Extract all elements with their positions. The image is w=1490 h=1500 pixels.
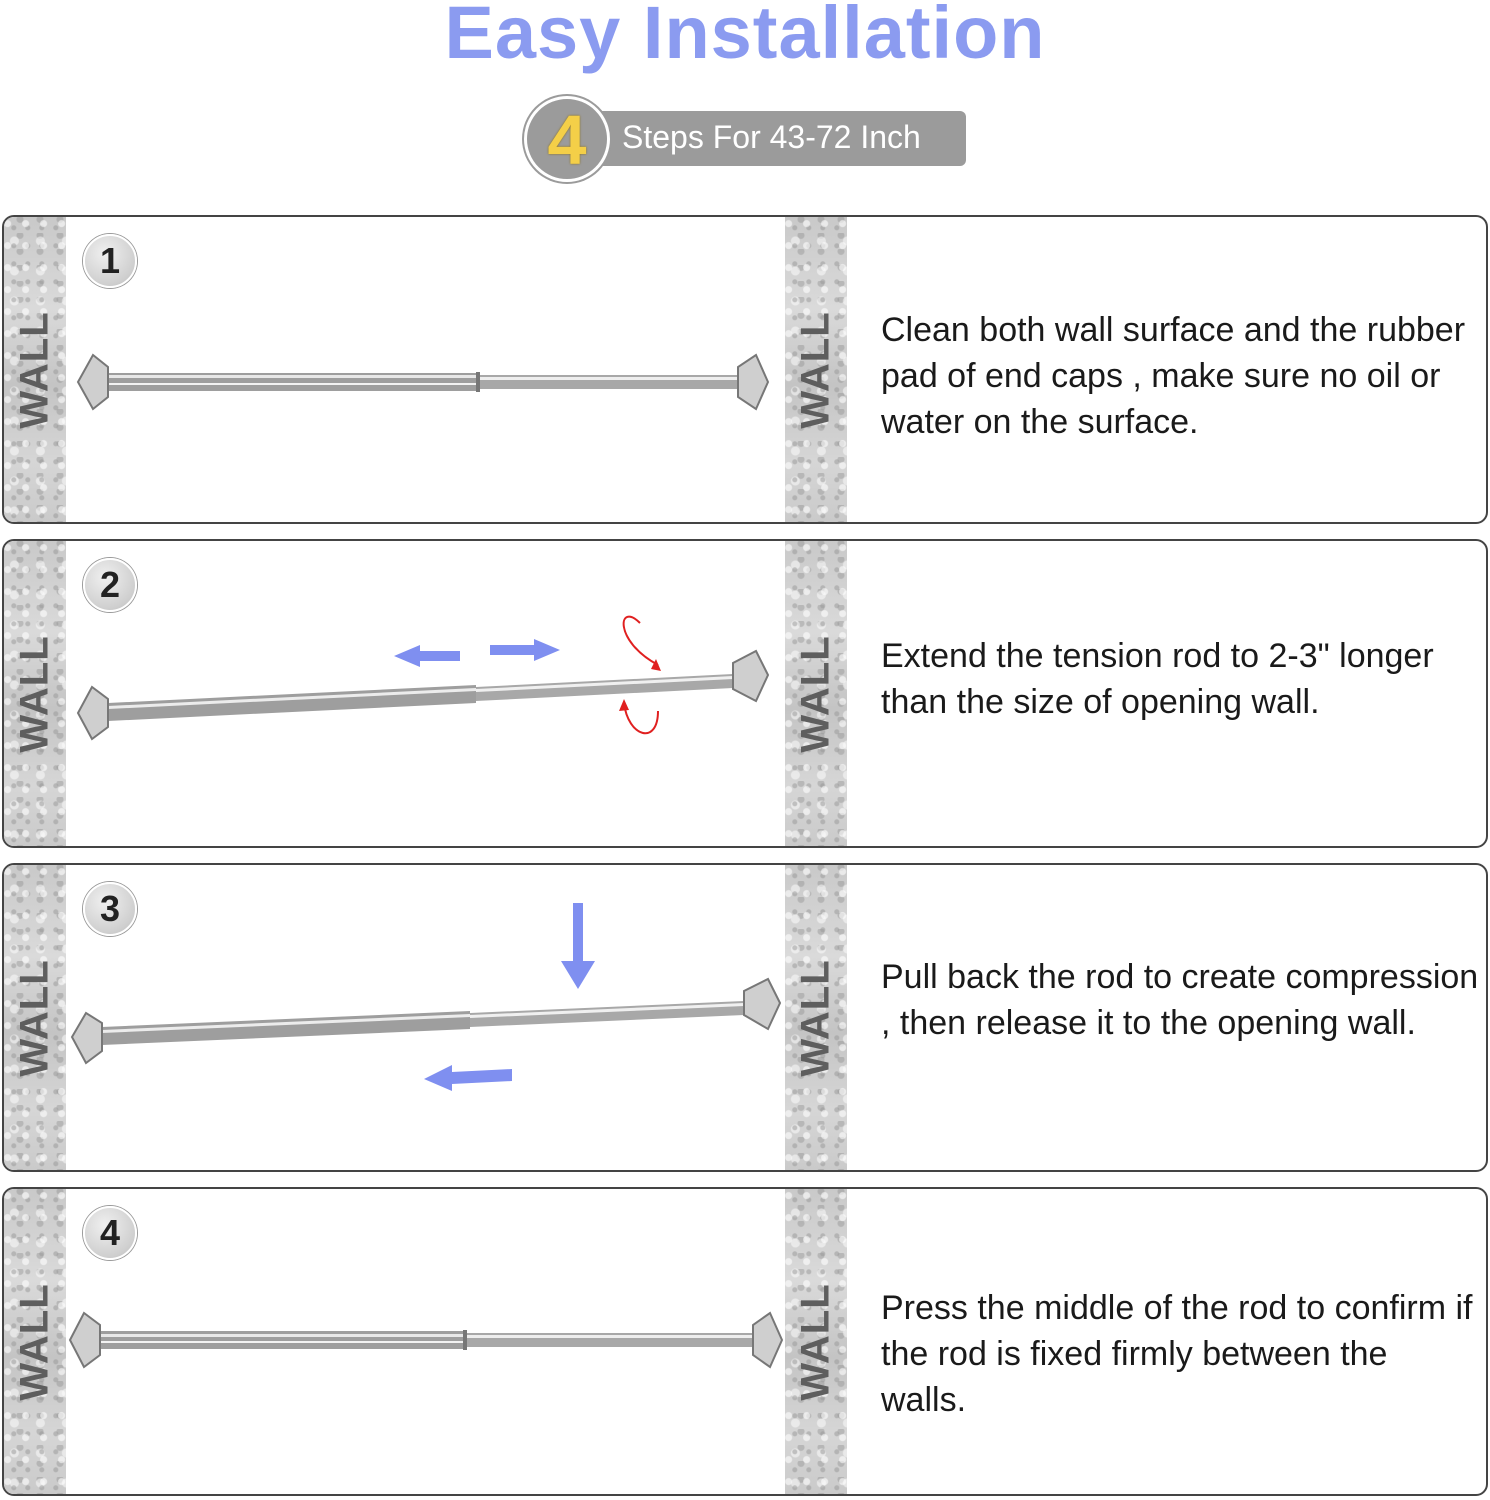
step-panel-1 [2, 215, 1488, 524]
step-number: 4 [83, 1206, 137, 1260]
wall-label: WALL [793, 958, 838, 1077]
badge-circle [524, 96, 610, 182]
step-description: Pull back the rod to create compression , then release it to the opening wall. [881, 958, 1479, 1042]
step-number: 1 [83, 234, 137, 288]
tension-rod [72, 979, 780, 1063]
wall-left [4, 217, 66, 522]
wall-label: WALL [793, 1282, 838, 1401]
wall-label: WALL [12, 1282, 57, 1401]
wall-left [4, 1189, 66, 1494]
wall-right [785, 865, 847, 1170]
wall-label: WALL [793, 310, 838, 429]
steps-badge [524, 96, 966, 182]
step-description: Extend the tension rod to 2-3" longer than the size of opening wall. [881, 637, 1434, 721]
tension-rod-illustration [68, 865, 785, 1170]
wall-right [785, 541, 847, 846]
wall-right [785, 1189, 847, 1494]
step-number: 2 [83, 558, 137, 612]
wall-right [785, 217, 847, 522]
tension-rod-illustration [68, 1189, 785, 1494]
tension-rod-illustration [68, 541, 785, 846]
page-title: Easy Installation [444, 0, 1046, 74]
step-description: Clean both wall surface and the rubber pad of end caps , make sure no oil or water on the surface. [881, 311, 1466, 441]
wall-left [4, 865, 66, 1170]
wall-label: WALL [793, 634, 838, 753]
wall-label: WALL [12, 634, 57, 753]
tension-rod [78, 651, 768, 739]
step-panel-4 [2, 1187, 1488, 1496]
tension-rod-illustration [68, 217, 785, 522]
step-number: 3 [83, 882, 137, 936]
wall-left [4, 541, 66, 846]
step-description: Press the middle of the rod to confirm if the rod is fixed firmly between the walls. [881, 1289, 1473, 1419]
wall-label: WALL [12, 310, 57, 429]
badge-text: Steps For 43-72 Inch [622, 119, 921, 155]
wall-label: WALL [12, 958, 57, 1077]
step-panel-3 [2, 863, 1488, 1172]
press-arrows [424, 903, 595, 1091]
tension-rod [78, 355, 768, 409]
badge-number: 4 [547, 101, 587, 179]
tension-rod [70, 1313, 782, 1367]
extend-arrows [394, 639, 560, 667]
step-panel-2 [2, 539, 1488, 848]
rotate-arrows [619, 617, 661, 734]
